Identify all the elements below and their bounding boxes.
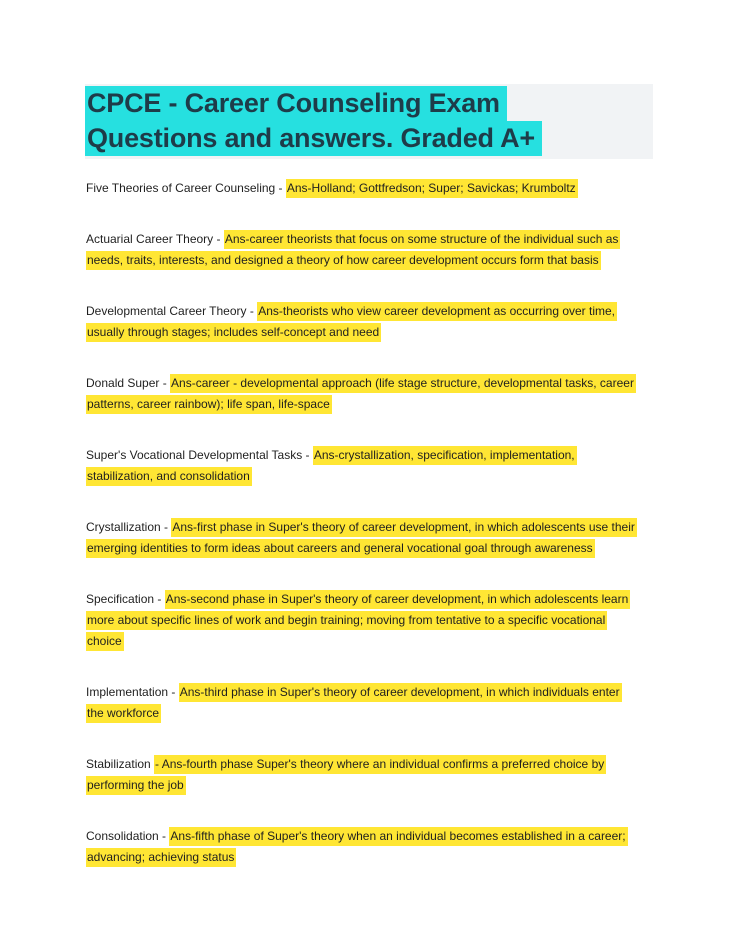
qa-entry-five-theories bbox=[86, 178, 706, 199]
answer-highlight: Ans-first phase in Super's theory of career development, in which adolescents use their bbox=[171, 518, 637, 537]
answer-highlight: more about specific lines of work and begin training; moving from tentative to a specific vocational bbox=[86, 611, 607, 630]
question-text: Consolidation - bbox=[86, 829, 170, 843]
qa-line bbox=[86, 445, 706, 466]
qa-line bbox=[86, 466, 706, 487]
qa-list bbox=[86, 178, 706, 898]
qa-line bbox=[86, 682, 706, 703]
answer-highlight: - Ans-fourth phase Super's theory where an individual confirms a preferred choice by bbox=[154, 755, 606, 774]
qa-line bbox=[86, 589, 706, 610]
qa-line bbox=[86, 178, 706, 199]
question-text: Crystallization - bbox=[86, 520, 172, 534]
title-highlight: CPCE - Career Counseling Exam bbox=[85, 86, 507, 121]
qa-entry-actuarial-career-theory bbox=[86, 229, 706, 271]
qa-entry-implementation bbox=[86, 682, 706, 724]
question-text: Developmental Career Theory - bbox=[86, 304, 258, 318]
answer-highlight: needs, traits, interests, and designed a theory of how career development occurs form that basis bbox=[86, 251, 601, 270]
answer-highlight: emerging identities to form ideas about careers and general vocational goal through awareness bbox=[86, 539, 595, 558]
answer-highlight: Ans-crystallization, specification, implementation, bbox=[313, 446, 577, 465]
answer-highlight: Ans-Holland; Gottfredson; Super; Savickas; Krumboltz bbox=[286, 179, 578, 198]
qa-line bbox=[86, 610, 706, 631]
answer-highlight: Ans-third phase in Super's theory of career development, in which individuals enter bbox=[179, 683, 622, 702]
answer-highlight: stabilization, and consolidation bbox=[86, 467, 252, 486]
title-line-1 bbox=[85, 86, 653, 121]
qa-line bbox=[86, 538, 706, 559]
question-text: Implementation - bbox=[86, 685, 179, 699]
title-block bbox=[85, 84, 653, 159]
answer-highlight: patterns, career rainbow); life span, life-space bbox=[86, 395, 332, 414]
qa-line bbox=[86, 847, 706, 868]
answer-highlight: Ans-fifth phase of Super's theory when an individual becomes established in a career; bbox=[169, 827, 627, 846]
qa-line bbox=[86, 229, 706, 250]
qa-line bbox=[86, 775, 706, 796]
question-text: Five Theories of Career Counseling - bbox=[86, 181, 286, 195]
qa-entry-donald-super bbox=[86, 373, 706, 415]
answer-highlight: the workforce bbox=[86, 704, 161, 723]
question-text: Stabilization bbox=[86, 757, 155, 771]
qa-entry-developmental-career-theory bbox=[86, 301, 706, 343]
qa-line bbox=[86, 517, 706, 538]
qa-line bbox=[86, 373, 706, 394]
question-text: Donald Super - bbox=[86, 376, 171, 390]
answer-highlight: Ans-career theorists that focus on some structure of the individual such as bbox=[224, 230, 621, 249]
qa-entry-crystallization bbox=[86, 517, 706, 559]
question-text: Super's Vocational Developmental Tasks - bbox=[86, 448, 313, 462]
qa-line bbox=[86, 826, 706, 847]
qa-line bbox=[86, 754, 706, 775]
answer-highlight: Ans-second phase in Super's theory of career development, in which adolescents learn bbox=[165, 590, 631, 609]
qa-entry-stabilization bbox=[86, 754, 706, 796]
qa-entry-consolidation bbox=[86, 826, 706, 868]
question-text: Specification - bbox=[86, 592, 165, 606]
qa-line bbox=[86, 394, 706, 415]
answer-highlight: advancing; achieving status bbox=[86, 848, 236, 867]
answer-highlight: Ans-theorists who view career development as occurring over time, bbox=[257, 302, 617, 321]
title-highlight: Questions and answers. Graded A+ bbox=[85, 121, 542, 156]
qa-line bbox=[86, 703, 706, 724]
qa-line bbox=[86, 631, 706, 652]
answer-highlight: choice bbox=[86, 632, 124, 651]
title-line-2 bbox=[85, 121, 653, 156]
answer-highlight: Ans-career - developmental approach (life stage structure, developmental tasks, career bbox=[170, 374, 636, 393]
qa-entry-supers-vocational-tasks bbox=[86, 445, 706, 487]
answer-highlight: usually through stages; includes self-concept and need bbox=[86, 323, 381, 342]
qa-line bbox=[86, 322, 706, 343]
qa-entry-specification bbox=[86, 589, 706, 652]
page-title bbox=[85, 86, 653, 156]
answer-highlight: performing the job bbox=[86, 776, 186, 795]
qa-line bbox=[86, 250, 706, 271]
question-text: Actuarial Career Theory - bbox=[86, 232, 224, 246]
qa-line bbox=[86, 301, 706, 322]
